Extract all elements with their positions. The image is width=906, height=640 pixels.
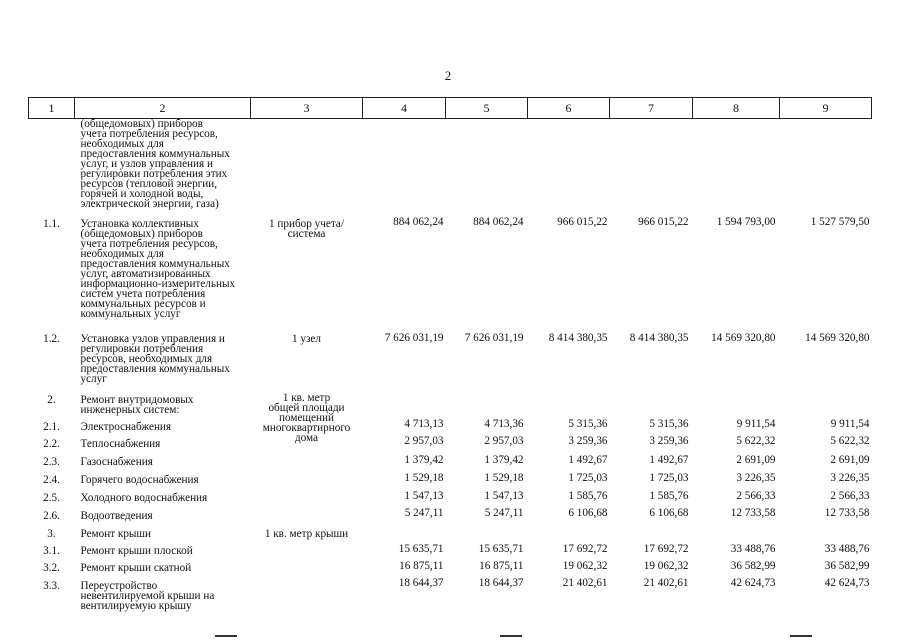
unit-of-measure: 1 кв. метр крыши — [264, 527, 349, 540]
unit-of-measure — [251, 119, 363, 215]
row-number: 2.2. — [43, 437, 60, 450]
value-cell: 7 626 031,19 — [384, 331, 444, 344]
scan-mark — [790, 635, 812, 637]
row-number: 3.3. — [43, 579, 60, 592]
unit-text: 1 прибор учета/ система — [269, 217, 344, 240]
scan-mark — [500, 635, 522, 637]
row-number: 2.3. — [43, 455, 60, 468]
unit-text: 1 узел — [292, 332, 321, 345]
value-cell: 17 692,72 — [643, 542, 689, 555]
column-header: 8 — [693, 98, 780, 119]
value-cell: 2 957,03 — [404, 434, 444, 447]
value-cell — [780, 525, 872, 541]
value-cell: 1 585,76 — [649, 489, 689, 502]
unit-text: 1 кв. метр общей площади помещений многоквартирного дома — [262, 391, 351, 444]
scan-edge-marks — [0, 632, 906, 640]
table-row — [29, 489, 872, 507]
value-cell: 3 226,35 — [830, 471, 870, 484]
column-header: 7 — [610, 98, 693, 119]
value-cell: 1 492,67 — [568, 453, 608, 466]
value-cell: 9 911,54 — [736, 417, 776, 430]
value-cell: 5 247,11 — [404, 506, 444, 519]
value-cell: 15 635,71 — [478, 542, 524, 555]
value-cell: 2 957,03 — [484, 434, 524, 447]
value-cell: 3 226,35 — [736, 471, 776, 484]
row-number: 2.4. — [43, 473, 60, 486]
work-type-name — [75, 577, 251, 613]
row-number: 2. — [47, 393, 56, 406]
unit-of-measure — [251, 577, 363, 613]
value-cell: 5 315,36 — [649, 417, 689, 430]
table-row — [29, 331, 872, 393]
value-cell: 5 622,32 — [830, 434, 870, 447]
value-cell: 3 259,36 — [568, 434, 608, 447]
value-cell — [780, 119, 872, 215]
work-type-name: Горячего водоснабжения — [80, 473, 199, 486]
table-row — [29, 471, 872, 489]
value-cell — [528, 119, 610, 215]
cost-table — [28, 97, 872, 613]
value-cell — [528, 393, 610, 417]
value-cell: 21 402,61 — [562, 576, 608, 589]
row-number: 1.1. — [43, 217, 60, 230]
value-cell: 19 062,32 — [643, 559, 689, 572]
value-cell: 884 062,24 — [473, 215, 524, 228]
value-cell: 5 622,32 — [736, 434, 776, 447]
work-type-text: Установка коллективных (общедомовых) приборов учета потребления ресурсов, необходимых для предоставления коммунальных услуг, автоматизированных информационно-измерительных систем учета потребления коммунальных ресурсов и коммунальных услуг — [80, 217, 236, 320]
work-type-name: Газоснабжения — [80, 455, 153, 468]
value-cell: 1 527 579,50 — [810, 215, 870, 228]
column-header: 6 — [528, 98, 610, 119]
value-cell: 15 635,71 — [398, 542, 444, 555]
value-cell: 1 529,18 — [484, 471, 524, 484]
value-cell: 1 594 793,00 — [716, 215, 776, 228]
table-row — [29, 393, 872, 417]
row-number: 3. — [47, 527, 56, 540]
work-type-name: Ремонт крыши — [80, 527, 152, 540]
value-cell: 5 315,36 — [568, 417, 608, 430]
value-cell: 2 566,33 — [830, 489, 870, 502]
work-type-name: Ремонт крыши плоской — [80, 544, 193, 557]
unit-of-measure — [251, 471, 363, 489]
value-cell: 17 692,72 — [562, 542, 608, 555]
value-cell — [780, 393, 872, 417]
column-header: 4 — [363, 98, 446, 119]
value-cell: 16 875,11 — [479, 559, 524, 572]
value-cell: 9 911,54 — [830, 417, 870, 430]
table-row — [29, 417, 872, 435]
value-cell: 33 488,76 — [824, 542, 870, 555]
value-cell: 42 624,73 — [824, 576, 870, 589]
value-cell: 966 015,22 — [638, 215, 689, 228]
table-row — [29, 507, 872, 525]
scan-mark — [215, 635, 237, 637]
value-cell: 4 713,13 — [404, 417, 444, 430]
column-header: 3 — [251, 98, 363, 119]
page-number: 2 — [444, 68, 452, 83]
value-cell: 12 733,58 — [824, 506, 870, 519]
value-cell: 6 106,68 — [568, 506, 608, 519]
value-cell — [446, 393, 528, 417]
table-row — [29, 435, 872, 453]
value-cell: 884 062,24 — [393, 215, 444, 228]
work-type-name — [75, 393, 251, 417]
value-cell: 1 379,42 — [484, 453, 524, 466]
value-cell: 33 488,76 — [730, 542, 776, 555]
value-cell: 16 875,11 — [399, 559, 444, 572]
row-number: 2.1. — [43, 420, 60, 433]
value-cell — [363, 119, 446, 215]
value-cell: 1 547,13 — [484, 489, 524, 502]
table-row — [29, 525, 872, 541]
value-cell: 18 644,37 — [478, 576, 524, 589]
work-type-name: Холодного водоснабжения — [80, 491, 208, 504]
value-cell: 36 582,99 — [730, 559, 776, 572]
value-cell: 1 379,42 — [404, 453, 444, 466]
row-number: 2.6. — [43, 509, 60, 522]
value-cell: 14 569 320,80 — [805, 331, 870, 344]
value-cell — [363, 525, 446, 541]
value-cell: 19 062,32 — [562, 559, 608, 572]
table-header-row — [29, 98, 872, 119]
unit-of-measure — [251, 489, 363, 507]
column-header: 5 — [446, 98, 528, 119]
row-number: 1.2. — [43, 332, 60, 345]
work-type-name: Электроснабжения — [80, 420, 172, 433]
value-cell: 1 529,18 — [404, 471, 444, 484]
table-row — [29, 215, 872, 331]
value-cell: 42 624,73 — [730, 576, 776, 589]
value-cell: 1 585,76 — [568, 489, 608, 502]
column-header: 9 — [780, 98, 872, 119]
value-cell: 4 713,36 — [484, 417, 524, 430]
value-cell: 1 725,03 — [649, 471, 689, 484]
work-type-text: (общедомовых) приборов учета потребления ресурсов, необходимых для предоставления коммунальных услуг, и узлов управления и регулировки потребления этих ресурсов (тепловой энергии, горячей и холодной воды, электрической энергии, газа) — [80, 118, 230, 210]
unit-of-measure — [251, 393, 363, 471]
work-type-name — [75, 119, 251, 215]
unit-of-measure — [251, 215, 363, 331]
table-row — [29, 453, 872, 471]
work-type-text: Установка узлов управления и регулировки потребления ресурсов, необходимых для предоставления коммунальных услуг — [80, 332, 230, 385]
table-row — [29, 577, 872, 613]
value-cell: 14 569 320,80 — [711, 331, 776, 344]
value-cell: 3 259,36 — [649, 434, 689, 447]
value-cell — [446, 119, 528, 215]
row-number: 3.1. — [43, 544, 60, 557]
value-cell — [693, 393, 780, 417]
value-cell — [446, 525, 528, 541]
value-cell: 6 106,68 — [649, 506, 689, 519]
value-cell — [610, 119, 693, 215]
work-type-name — [75, 331, 251, 393]
value-cell — [610, 393, 693, 417]
value-cell: 2 691,09 — [830, 453, 870, 466]
row-number: 2.5. — [43, 491, 60, 504]
value-cell: 8 414 380,35 — [629, 331, 689, 344]
value-cell: 2 691,09 — [736, 453, 776, 466]
value-cell: 5 247,11 — [484, 506, 524, 519]
value-cell — [363, 393, 446, 417]
unit-of-measure — [251, 541, 363, 559]
value-cell: 7 626 031,19 — [464, 331, 524, 344]
unit-of-measure — [251, 507, 363, 525]
column-header: 2 — [75, 98, 251, 119]
unit-of-measure — [251, 331, 363, 393]
value-cell — [610, 525, 693, 541]
work-type-name: Ремонт крыши скатной — [80, 561, 192, 574]
work-type-text: Ремонт внутридомовых инженерных систем: — [80, 393, 194, 416]
table-row — [29, 119, 872, 215]
row-number — [29, 119, 75, 215]
table-row — [29, 559, 872, 577]
value-cell — [693, 525, 780, 541]
work-type-text: Переустройство невентилируемой крыши на вентилируемую крышу — [80, 579, 215, 612]
value-cell: 18 644,37 — [398, 576, 444, 589]
value-cell: 8 414 380,35 — [548, 331, 608, 344]
value-cell: 21 402,61 — [643, 576, 689, 589]
column-header: 1 — [29, 98, 75, 119]
value-cell — [528, 525, 610, 541]
work-type-name: Водоотведения — [80, 509, 153, 522]
value-cell: 36 582,99 — [824, 559, 870, 572]
value-cell: 1 492,67 — [649, 453, 689, 466]
row-number: 3.2. — [43, 561, 60, 574]
work-type-name: Теплоснабжения — [80, 437, 161, 450]
value-cell — [693, 119, 780, 215]
value-cell: 12 733,58 — [730, 506, 776, 519]
table-row — [29, 541, 872, 559]
value-cell: 966 015,22 — [557, 215, 608, 228]
value-cell: 1 725,03 — [568, 471, 608, 484]
value-cell: 2 566,33 — [736, 489, 776, 502]
value-cell: 1 547,13 — [404, 489, 444, 502]
work-type-name — [75, 215, 251, 331]
unit-of-measure — [251, 559, 363, 577]
